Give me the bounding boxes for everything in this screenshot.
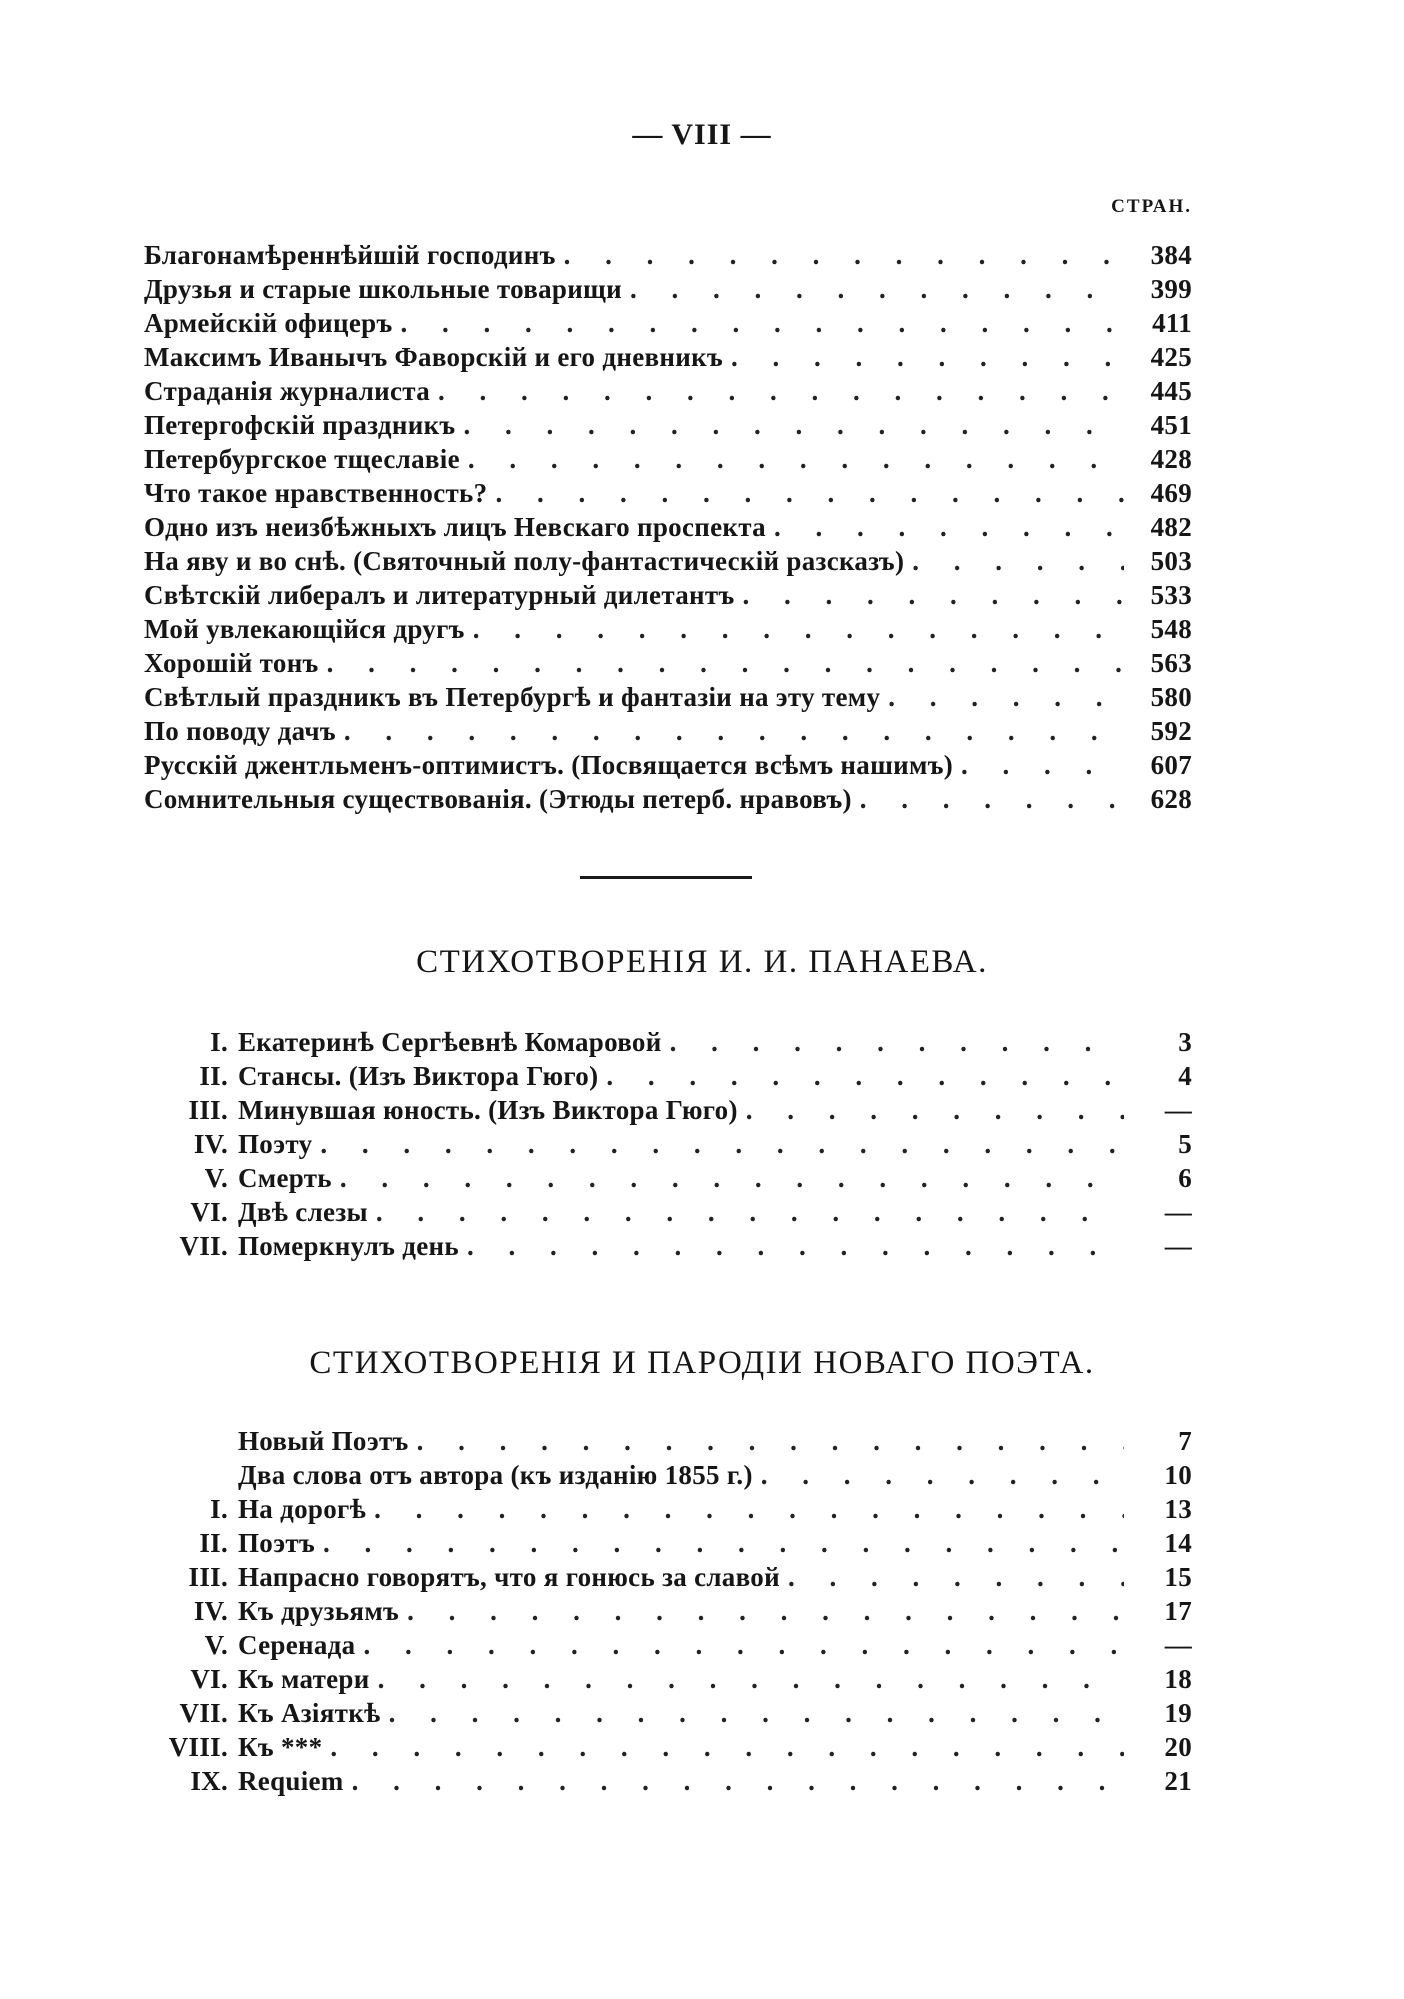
entry-page: 411 bbox=[1152, 308, 1192, 338]
entry-numeral: VII. bbox=[179, 1231, 228, 1261]
toc-entry bbox=[144, 748, 1192, 782]
toc-entry bbox=[144, 238, 1192, 272]
entry-title: По поводу дачъ bbox=[144, 716, 336, 746]
dot-leader bbox=[788, 1560, 1124, 1594]
entry-page: — bbox=[1164, 1630, 1192, 1660]
dot-leader bbox=[746, 1093, 1124, 1127]
entry-title: Минувшая юность. (Изъ Виктора Гюго) bbox=[238, 1095, 738, 1125]
entry-title: Друзья и старые школьные товарищи bbox=[144, 274, 623, 304]
entry-numeral: IX. bbox=[190, 1766, 228, 1796]
entry-title: Къ Азіяткѣ bbox=[238, 1698, 381, 1728]
entry-numeral: V. bbox=[204, 1630, 228, 1660]
entry-page: 628 bbox=[1150, 784, 1192, 814]
entry-title: Сомнительныя существованія. (Этюды петерб. нравовъ) bbox=[144, 784, 852, 814]
toc-section-panaev-poems bbox=[144, 1025, 1192, 1263]
entry-page: 14 bbox=[1164, 1528, 1192, 1558]
entry-page: 503 bbox=[1150, 546, 1192, 576]
dot-leader bbox=[670, 1025, 1124, 1059]
page-number: — VIII — bbox=[632, 118, 772, 151]
entry-page: — bbox=[1164, 1197, 1192, 1227]
entry-numeral: VI. bbox=[190, 1664, 228, 1694]
dot-leader bbox=[495, 476, 1124, 510]
entry-page: 563 bbox=[1150, 648, 1192, 678]
toc-entry bbox=[144, 340, 1192, 374]
entry-numeral: III. bbox=[188, 1562, 228, 1592]
entry-page: 580 bbox=[1150, 682, 1192, 712]
entry-title: Двѣ слезы bbox=[238, 1197, 368, 1227]
entry-page: 5 bbox=[1178, 1129, 1192, 1159]
dot-leader bbox=[606, 1059, 1124, 1093]
entry-numeral: II. bbox=[199, 1061, 228, 1091]
toc-entry bbox=[144, 374, 1192, 408]
entry-page: 445 bbox=[1150, 376, 1192, 406]
toc-entry bbox=[144, 782, 1192, 816]
dot-leader bbox=[330, 1730, 1124, 1764]
toc-entry bbox=[144, 1764, 1192, 1798]
entry-title: Что такое нравственность? bbox=[144, 478, 488, 508]
toc-entry bbox=[144, 1424, 1192, 1458]
entry-numeral: IV. bbox=[193, 1129, 228, 1159]
entry-page: — bbox=[1164, 1095, 1192, 1125]
entry-title: На дорогѣ bbox=[238, 1494, 367, 1524]
dot-leader bbox=[378, 1662, 1124, 1696]
entry-title: Померкнулъ день bbox=[238, 1231, 459, 1261]
entry-title: Екатеринѣ Сергѣевнѣ Комаровой bbox=[238, 1027, 662, 1057]
dot-leader bbox=[320, 1127, 1124, 1161]
entry-numeral: VI. bbox=[190, 1197, 228, 1227]
toc-entry bbox=[144, 1662, 1192, 1696]
entry-title: Requiem bbox=[238, 1766, 344, 1796]
entry-page: 7 bbox=[1178, 1426, 1192, 1456]
dot-leader bbox=[417, 1424, 1124, 1458]
dot-leader bbox=[564, 238, 1124, 272]
entry-title: Стансы. (Изъ Виктора Гюго) bbox=[238, 1061, 599, 1091]
entry-title: Къ *** bbox=[238, 1732, 323, 1762]
dot-leader bbox=[323, 1526, 1124, 1560]
dot-leader bbox=[389, 1696, 1124, 1730]
entry-title: Одно изъ неизбѣжныхъ лицъ Невскаго проспекта bbox=[144, 512, 766, 542]
dot-leader bbox=[860, 782, 1124, 816]
entry-page: 19 bbox=[1164, 1698, 1192, 1728]
toc-entry bbox=[144, 1059, 1192, 1093]
section-heading-new-poet: СТИХОТВОРЕНІЯ И ПАРОДІИ НОВАГО ПОЭТА. bbox=[309, 1345, 1095, 1381]
dot-leader bbox=[473, 612, 1124, 646]
dot-leader bbox=[761, 1458, 1124, 1492]
toc-entry bbox=[144, 442, 1192, 476]
entry-title: Два слова отъ автора (къ изданію 1855 г.) bbox=[238, 1460, 753, 1490]
entry-numeral: IV. bbox=[193, 1596, 228, 1626]
entry-title: Свѣтлый праздникъ въ Петербургѣ и фантазіи на эту тему bbox=[144, 682, 881, 712]
entry-title: Армейскій офицеръ bbox=[144, 308, 393, 338]
entry-page: 17 bbox=[1164, 1596, 1192, 1626]
toc-entry bbox=[144, 1229, 1192, 1263]
entry-title: Страданія журналиста bbox=[144, 376, 430, 406]
dot-leader bbox=[327, 646, 1124, 680]
entry-title: Петербургское тщеславіе bbox=[144, 444, 460, 474]
toc-entry bbox=[144, 612, 1192, 646]
dot-leader bbox=[352, 1764, 1124, 1798]
dot-leader bbox=[344, 714, 1124, 748]
toc-entry bbox=[144, 510, 1192, 544]
entry-page: 399 bbox=[1150, 274, 1192, 304]
dot-leader bbox=[340, 1161, 1124, 1195]
entry-page: 10 bbox=[1164, 1460, 1192, 1490]
toc-entry bbox=[144, 306, 1192, 340]
entry-numeral: I. bbox=[210, 1494, 228, 1524]
dot-leader bbox=[401, 306, 1124, 340]
toc-entry bbox=[144, 1696, 1192, 1730]
dot-leader bbox=[438, 374, 1124, 408]
entry-numeral: VIII. bbox=[168, 1732, 228, 1762]
dot-leader bbox=[743, 578, 1125, 612]
entry-page: 548 bbox=[1150, 614, 1192, 644]
entry-title: Свѣтскій либералъ и литературный дилетантъ bbox=[144, 580, 735, 610]
entry-numeral: I. bbox=[210, 1027, 228, 1057]
toc-entry bbox=[144, 1628, 1192, 1662]
toc-entry bbox=[144, 1195, 1192, 1229]
entry-page: 15 bbox=[1164, 1562, 1192, 1592]
toc-section-new-poet bbox=[144, 1424, 1192, 1798]
entry-title: Петергофскій праздникъ bbox=[144, 410, 456, 440]
toc-entry bbox=[144, 1594, 1192, 1628]
dot-leader bbox=[468, 442, 1124, 476]
entry-page: 607 bbox=[1150, 750, 1192, 780]
entry-title: Серенада bbox=[238, 1630, 356, 1660]
entry-page: 482 bbox=[1150, 512, 1192, 542]
toc-entry bbox=[144, 1093, 1192, 1127]
dot-leader bbox=[407, 1594, 1124, 1628]
dot-leader bbox=[731, 340, 1124, 374]
dot-leader bbox=[467, 1229, 1124, 1263]
dot-leader bbox=[774, 510, 1124, 544]
toc-entry bbox=[144, 714, 1192, 748]
toc-section-prose bbox=[144, 238, 1192, 816]
toc-entry bbox=[144, 272, 1192, 306]
entry-page: 13 bbox=[1164, 1494, 1192, 1524]
entry-page: 18 bbox=[1164, 1664, 1192, 1694]
toc-entry bbox=[144, 544, 1192, 578]
entry-title: Благонамѣреннѣйшій господинъ bbox=[144, 240, 556, 270]
toc-entry bbox=[144, 1458, 1192, 1492]
entry-numeral: VII. bbox=[179, 1698, 228, 1728]
toc-entry bbox=[144, 408, 1192, 442]
entry-page: — bbox=[1164, 1231, 1192, 1261]
toc-entry bbox=[144, 1492, 1192, 1526]
entry-page: 3 bbox=[1178, 1027, 1192, 1057]
dot-leader bbox=[376, 1195, 1124, 1229]
toc-entry bbox=[144, 476, 1192, 510]
entry-numeral: III. bbox=[188, 1095, 228, 1125]
entry-title: Напрасно говорятъ, что я гонюсь за славой bbox=[238, 1562, 780, 1592]
page-column-label: СТРАН. bbox=[1111, 196, 1192, 217]
section-divider bbox=[580, 876, 752, 879]
entry-title: Мой увлекающійся другъ bbox=[144, 614, 465, 644]
entry-numeral: V. bbox=[204, 1163, 228, 1193]
entry-title: Поэту bbox=[238, 1129, 313, 1159]
entry-page: 21 bbox=[1164, 1766, 1192, 1796]
dot-leader bbox=[463, 408, 1124, 442]
entry-page: 451 bbox=[1150, 410, 1192, 440]
dot-leader bbox=[630, 272, 1124, 306]
entry-title: Хорошій тонъ bbox=[144, 648, 319, 678]
entry-page: 592 bbox=[1150, 716, 1192, 746]
entry-page: 384 bbox=[1150, 240, 1192, 270]
toc-entry bbox=[144, 1127, 1192, 1161]
entry-title: Максимъ Иванычъ Фаворскій и его дневникъ bbox=[144, 342, 723, 372]
entry-title: Смерть bbox=[238, 1163, 332, 1193]
toc-entry bbox=[144, 1161, 1192, 1195]
entry-page: 4 bbox=[1178, 1061, 1192, 1091]
entry-page: 6 bbox=[1178, 1163, 1192, 1193]
dot-leader bbox=[912, 544, 1124, 578]
entry-page: 20 bbox=[1164, 1732, 1192, 1762]
toc-entry bbox=[144, 1025, 1192, 1059]
entry-page: 425 bbox=[1150, 342, 1192, 372]
entry-title: Новый Поэтъ bbox=[238, 1426, 409, 1456]
toc-entry bbox=[144, 680, 1192, 714]
entry-numeral: II. bbox=[199, 1528, 228, 1558]
dot-leader bbox=[374, 1492, 1124, 1526]
toc-entry bbox=[144, 1730, 1192, 1764]
toc-entry bbox=[144, 646, 1192, 680]
entry-page: 533 bbox=[1150, 580, 1192, 610]
dot-leader bbox=[961, 748, 1124, 782]
entry-title: Русскій джентльменъ-оптимистъ. (Посвящается всѣмъ нашимъ) bbox=[144, 750, 954, 780]
entry-page: 428 bbox=[1150, 444, 1192, 474]
toc-entry bbox=[144, 578, 1192, 612]
entry-title: Къ матери bbox=[238, 1664, 370, 1694]
dot-leader bbox=[888, 680, 1124, 714]
dot-leader bbox=[363, 1628, 1124, 1662]
entry-page: 469 bbox=[1150, 478, 1192, 508]
toc-entry bbox=[144, 1560, 1192, 1594]
entry-title: Поэтъ bbox=[238, 1528, 316, 1558]
entry-title: На яву и во снѣ. (Святочный полу-фантастическій разсказъ) bbox=[144, 546, 905, 576]
section-heading-panaev: СТИХОТВОРЕНІЯ И. И. ПАНАЕВА. bbox=[416, 944, 988, 980]
entry-title: Къ друзьямъ bbox=[238, 1596, 400, 1626]
toc-entry bbox=[144, 1526, 1192, 1560]
